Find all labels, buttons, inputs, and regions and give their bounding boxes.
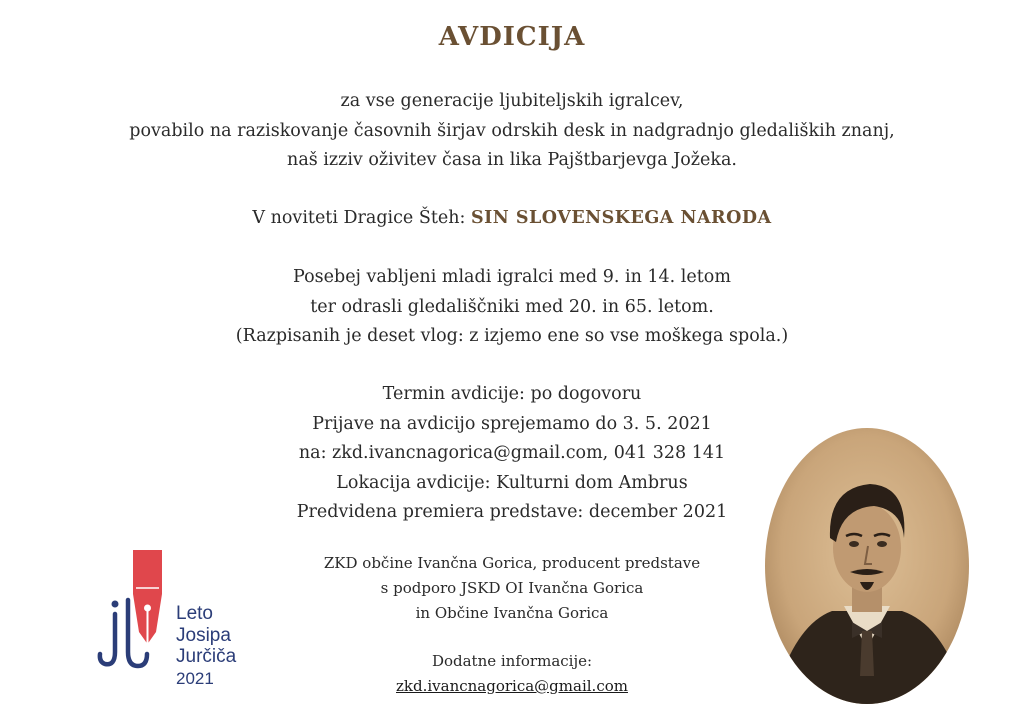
play-title: SIN SLOVENSKEGA NARODA xyxy=(470,208,772,228)
intro-line: povabilo na raziskovanje časovnih širjav odrskih desk in nadgradnjo gledaliških znanj, xyxy=(129,120,895,141)
play-prefix: V noviteti Dragice Šteh: xyxy=(252,208,471,228)
invite-line: ter odrasli gledališčniki med 20. in 65. letom. xyxy=(310,296,714,317)
detail-line: Predvidena premiera predstave: december 2021 xyxy=(296,502,728,522)
intro-line: naš izziv oživitev časa in lika Pajštbarjevga Jožeka. xyxy=(287,150,737,170)
producer-line: s podporo JSKD OI Ivančna Gorica xyxy=(380,579,644,597)
logo-year: 2021 xyxy=(176,668,214,688)
invite-text xyxy=(0,263,1024,352)
logo-line: Leto xyxy=(176,603,213,624)
portrait-photo-icon xyxy=(762,426,972,706)
play-sentence xyxy=(0,204,1024,234)
invite-line: Posebej vabljeni mladi igralci med 9. in 14. letom xyxy=(293,267,731,287)
detail-line: Termin avdicije: po dogovoru xyxy=(382,384,642,404)
intro-text xyxy=(0,87,1024,176)
logo-line: Josipa xyxy=(176,624,231,646)
logo-line: Jurčiča xyxy=(176,646,237,667)
producer-line: ZKD občine Ivančna Gorica, producent predstave xyxy=(323,554,701,572)
intro-line: za vse generacije ljubiteljskih igralcev, xyxy=(340,91,684,111)
play-line xyxy=(0,204,1024,234)
detail-line: Lokacija avdicije: Kulturni dom Ambrus xyxy=(336,472,688,493)
invite-line: (Razpisanih je deset vlog: z izjemo ene so vse moškega spola.) xyxy=(235,326,789,346)
detail-line: na: zkd.ivancnagorica@gmail.com, 041 328 141 xyxy=(298,443,726,463)
detail-line: Prijave na avdicijo sprejemamo do 3. 5. 2021 xyxy=(312,413,712,434)
page-title: AVDICIJA xyxy=(438,22,586,52)
contact-label: Dodatne informacije: xyxy=(431,652,593,670)
producer-line: in Občine Ivančna Gorica xyxy=(415,604,609,622)
logo-text xyxy=(176,603,236,689)
contact-email-link[interactable]: zkd.ivancnagorica@gmail.com xyxy=(396,677,628,695)
